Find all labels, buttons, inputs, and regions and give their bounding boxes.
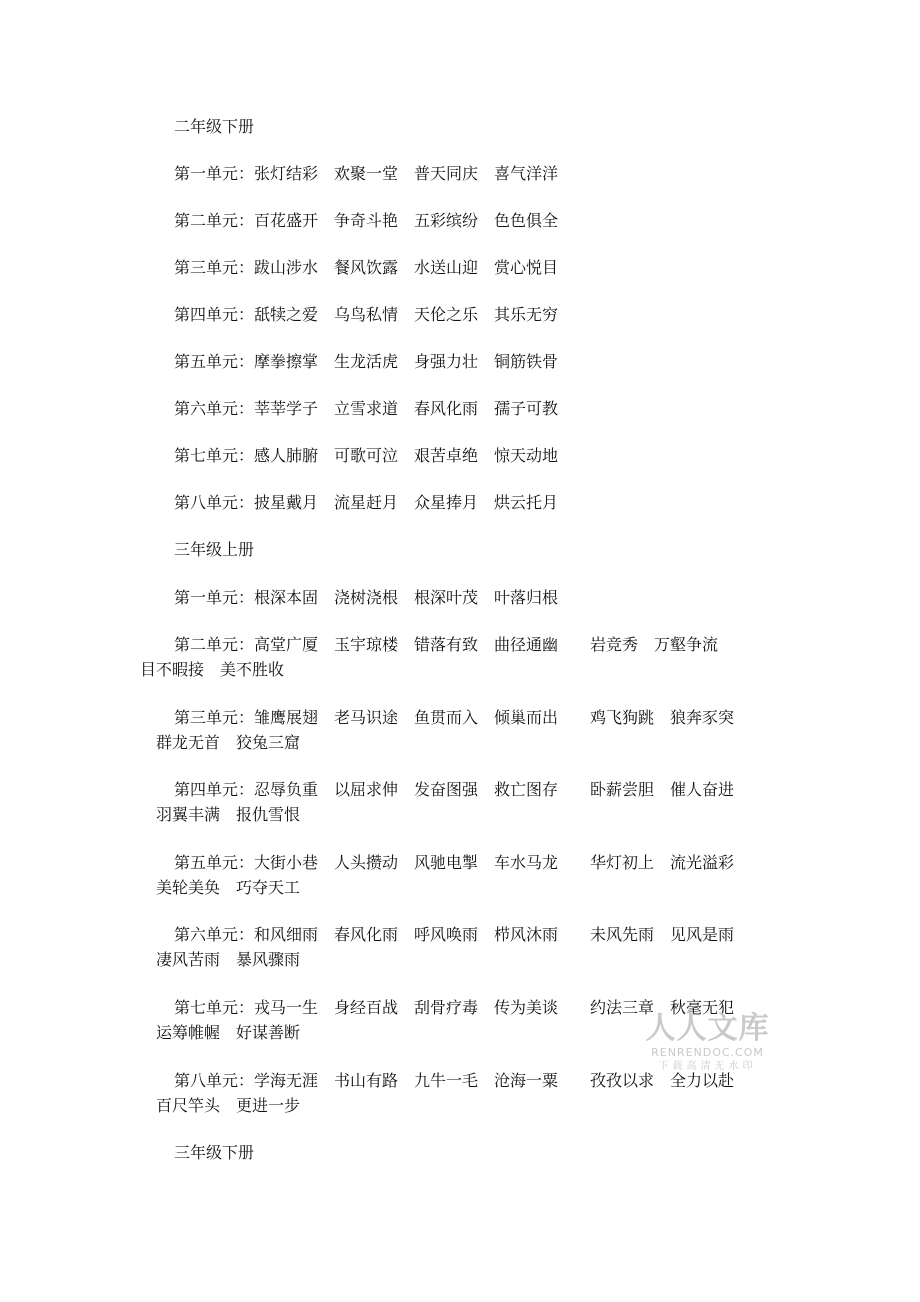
watermark-logo — [640, 1012, 775, 1074]
grade-heading: 二年级下册 — [174, 117, 255, 136]
unit-line-continued: 凄风苦雨 暴风骤雨 — [156, 950, 301, 969]
watermark-title: 人人文库 — [645, 1011, 770, 1046]
unit-line-continued: 群龙无首 狡兔三窟 — [156, 733, 301, 752]
unit-line: 第一单元：张灯结彩 欢聚一堂 普天同庆 喜气洋洋 — [174, 164, 559, 183]
unit-line: 第三单元：跋山涉水 餐风饮露 水送山迎 赏心悦目 — [174, 258, 559, 277]
grade-heading: 三年级下册 — [174, 1143, 255, 1162]
unit-line: 第二单元：高堂广厦 玉宇琼楼 错落有致 曲径通幽 岩竞秀 万壑争流 — [174, 635, 719, 654]
unit-line: 第七单元：感人肺腑 可歌可泣 艰苦卓绝 惊天动地 — [174, 446, 559, 465]
unit-line-continued: 运筹帷幄 好谋善断 — [156, 1023, 301, 1042]
unit-line: 第六单元：和风细雨 春风化雨 呼风唤雨 栉风沐雨 未风先雨 见风是雨 — [174, 925, 735, 944]
unit-line: 第三单元：雏鹰展翅 老马识途 鱼贯而入 倾巢而出 鸡飞狗跳 狼奔豕突 — [174, 708, 735, 727]
unit-line: 第五单元：大街小巷 人头攒动 风驰电掣 车水马龙 华灯初上 流光溢彩 — [174, 853, 735, 872]
unit-line: 第六单元：莘莘学子 立雪求道 春风化雨 孺子可教 — [174, 399, 559, 418]
unit-line-continued: 目不暇接 美不胜收 — [140, 660, 285, 679]
unit-line: 第八单元：披星戴月 流星赶月 众星捧月 烘云托月 — [174, 493, 559, 512]
unit-line-continued: 百尺竿头 更进一步 — [156, 1096, 301, 1115]
unit-line: 第四单元：忍辱负重 以屈求伸 发奋图强 救亡图存 卧薪尝胆 催人奋进 — [174, 780, 735, 799]
unit-line: 第一单元：根深本固 浇树浇根 根深叶茂 叶落归根 — [174, 588, 559, 607]
unit-line: 第二单元：百花盛开 争奇斗艳 五彩缤纷 色色俱全 — [174, 211, 559, 230]
unit-line: 第四单元：舐犊之爱 乌鸟私情 天伦之乐 其乐无穷 — [174, 305, 559, 324]
unit-line: 第五单元：摩拳擦掌 生龙活虎 身强力壮 铜筋铁骨 — [174, 352, 559, 371]
unit-line: 第七单元：戎马一生 身经百战 刮骨疗毒 传为美谈 约法三章 秋毫无犯 — [174, 998, 735, 1017]
watermark-tagline: 下载高清无水印 — [658, 1061, 757, 1072]
watermark-domain: RENRENDOC.COM — [651, 1046, 764, 1059]
unit-line-continued: 美轮美奂 巧夺天工 — [156, 878, 301, 897]
unit-line-continued: 羽翼丰满 报仇雪恨 — [156, 805, 301, 824]
grade-heading: 三年级上册 — [174, 540, 255, 559]
unit-line: 第八单元：学海无涯 书山有路 九牛一毛 沧海一粟 孜孜以求 全力以赴 — [174, 1071, 735, 1090]
